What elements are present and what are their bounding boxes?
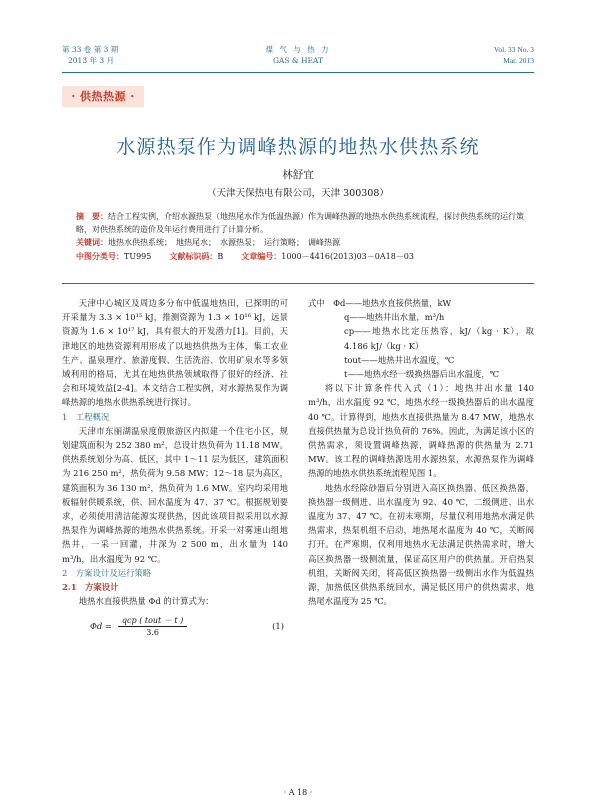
- classification-line: [76, 250, 524, 263]
- doc-code-value: B: [217, 252, 224, 261]
- formula-intro: 地热水直接供热量 Φd 的计算式为：: [78, 596, 214, 607]
- clc-value: TU995: [124, 252, 152, 261]
- volume-issue-cn: 第 33 卷 第 3 期: [62, 45, 119, 54]
- equation-number: (1): [272, 621, 284, 632]
- header-volume-info: [62, 44, 182, 66]
- date-cn: 2013 年 3 月: [68, 56, 115, 65]
- variable-definition: tout——地热井出水温度，℃: [344, 354, 455, 365]
- article-number-label: 文章编号：: [241, 251, 282, 261]
- subsection-heading-2-1: 2.1 方案设计: [62, 582, 119, 593]
- date-en: Mar. 2013: [503, 56, 534, 65]
- doc-code-label: 文献标识码：: [169, 251, 218, 261]
- header-divider: [62, 72, 534, 73]
- header-journal-name: [220, 44, 376, 66]
- calculation-paragraph: 将以下计算条件代入式（1）：地热井出水量 140 m³/h，出水温度 92 ℃，地热水经一级换热器后的出水温度 40 ℃。计算得到，地热水直接供热量为 8.47 MW，地热水直接供热量为总设计热负荷的 76%。因此，为满足该小区的供热需求，须设置调峰热源，调峰热源的供热量为 2.71 MW。该工程的调峰热源选用水源热泵，水源热泵作为调峰热源的地热水供热系统流程见图 1。: [308, 383, 534, 479]
- journal-name-en: GAS & HEAT: [272, 56, 323, 65]
- section-heading-1: 1 工程概况: [62, 411, 110, 422]
- variable-definition: 式中 Φd——地热水直接供热量，kW: [308, 298, 452, 308]
- equation-denominator: 3.6: [146, 627, 159, 637]
- clc-label: 中图分类号：: [76, 251, 124, 261]
- affiliation: （天津天保热电有限公司，天津 300308）: [207, 188, 389, 199]
- abstract: [76, 210, 524, 236]
- section-heading-2: 2 方案设计及运行策略: [62, 567, 152, 578]
- variable-definition: cp——地热水比定压热容，kJ/（kg · K），取 4.186 kJ/（kg · K）: [344, 326, 534, 351]
- journal-name-cn: 煤 气 与 热 力: [265, 45, 331, 54]
- abstract-text: 结合工程实例，介绍水源热泵（地热尾水作为低温热源）作为调峰热源的地热水供热系统流程，探讨供热系统的运行策略，对供热系统的造价及年运行费用进行了计算分析。: [76, 212, 524, 234]
- author: 林舒宜: [282, 169, 314, 181]
- right-column: [308, 296, 534, 608]
- operation-strategy-paragraph: 地热水经除砂器后分别进入高区换热器、低区换热器，换热器一级侧进、出水温度为 92、40 ℃，二级侧进、出水温度为 37、47 ℃。在初末寒期，尽量仅利用地热水满足供热需求，热泵机组不启动，地热尾水温度为 40 ℃，关断阀打开。在严寒期，仅利用地热水无法满足供热需求时，增大高区换热器一级侧流量，保证高区用户的供热量。开启热泵机组，关断阀关闭，将高低区换热器一级侧出水作为低温热源，加热低区供热系统回水，满足低区用户的供热需求，地热尾水温度为 25 ℃。: [308, 482, 534, 607]
- equation-fraction: [118, 615, 187, 638]
- variable-definition: t——地热水经一级换热器后出水温度，℃: [344, 369, 500, 380]
- equation-numerator: qcp ( tout － t ): [118, 615, 187, 627]
- intro-paragraph: 天津中心城区及周边多分布中低温地热田，已探明的可开采量为 3.3 × 10¹⁵ kJ，推测资源为 1.3 × 10¹⁶ kJ，远景资源为 1.6 × 10¹⁷ kJ，具有很大的开发潜力[1]。目前，天津地区的地热资源利用形成了以地热供热为主体，集工农业生产、温泉理疗、旅游度假、生活洗浴、饮用矿泉水等多领域利用的格局，尤其在地热供热领域取得了很好的经济、社会和环境效益[2-4]。本文结合工程实例，对水源热泵作为调峰热源的地热水供热系统进行探讨。: [62, 298, 288, 408]
- equation-lhs: Φd =: [90, 621, 112, 632]
- keywords: [76, 236, 524, 249]
- keywords-text: 地热水供热系统； 地热尾水； 水源热泵； 运行策略； 调峰热源: [108, 238, 340, 247]
- article-number-value: 1000－4416(2013)03－0A18－03: [281, 252, 414, 261]
- abstract-label: 摘 要：: [76, 211, 108, 221]
- left-column: [62, 296, 288, 646]
- abstract-divider: [62, 283, 534, 284]
- project-overview-paragraph: 天津市东丽湖温泉度假旅游区内拟建一个住宅小区，规划建筑面积为 252 380 m²，总设计热负荷为 11.18 MW。供热系统划分为高、低区，其中 1～11 层为低区，建筑面积为 216 250 m²，热负荷为 9.58 MW；12～18 层为高区，建筑面积为 36 130 m²，热负荷为 1.6 MW。室内均采用地板辐射供暖系统，供、回水温度为 47、37 ℃。根据规划要求，必须使用清洁能源实现供热，因此该项目拟采用以水源热泵作为调峰热源的地热水供热系统。开采一对雾速山组地热井，一采一回灌，井深为 2 500 m，出水量为 140 m³/h，出水温度为 92 ℃。: [62, 425, 288, 564]
- equation-1: [62, 612, 288, 640]
- article-title: 水源热泵作为调峰热源的地热水供热系统: [116, 136, 480, 158]
- header-volume-info-en: [414, 44, 534, 66]
- section-tag: · 供热热源 ·: [62, 86, 144, 107]
- volume-issue-en: Vol. 33 No. 3: [493, 45, 534, 54]
- keywords-label: 关键词：: [76, 237, 108, 247]
- page-number: · A 18 ·: [283, 788, 313, 797]
- variable-definition: q——地热井出水量，m³/h: [344, 312, 445, 323]
